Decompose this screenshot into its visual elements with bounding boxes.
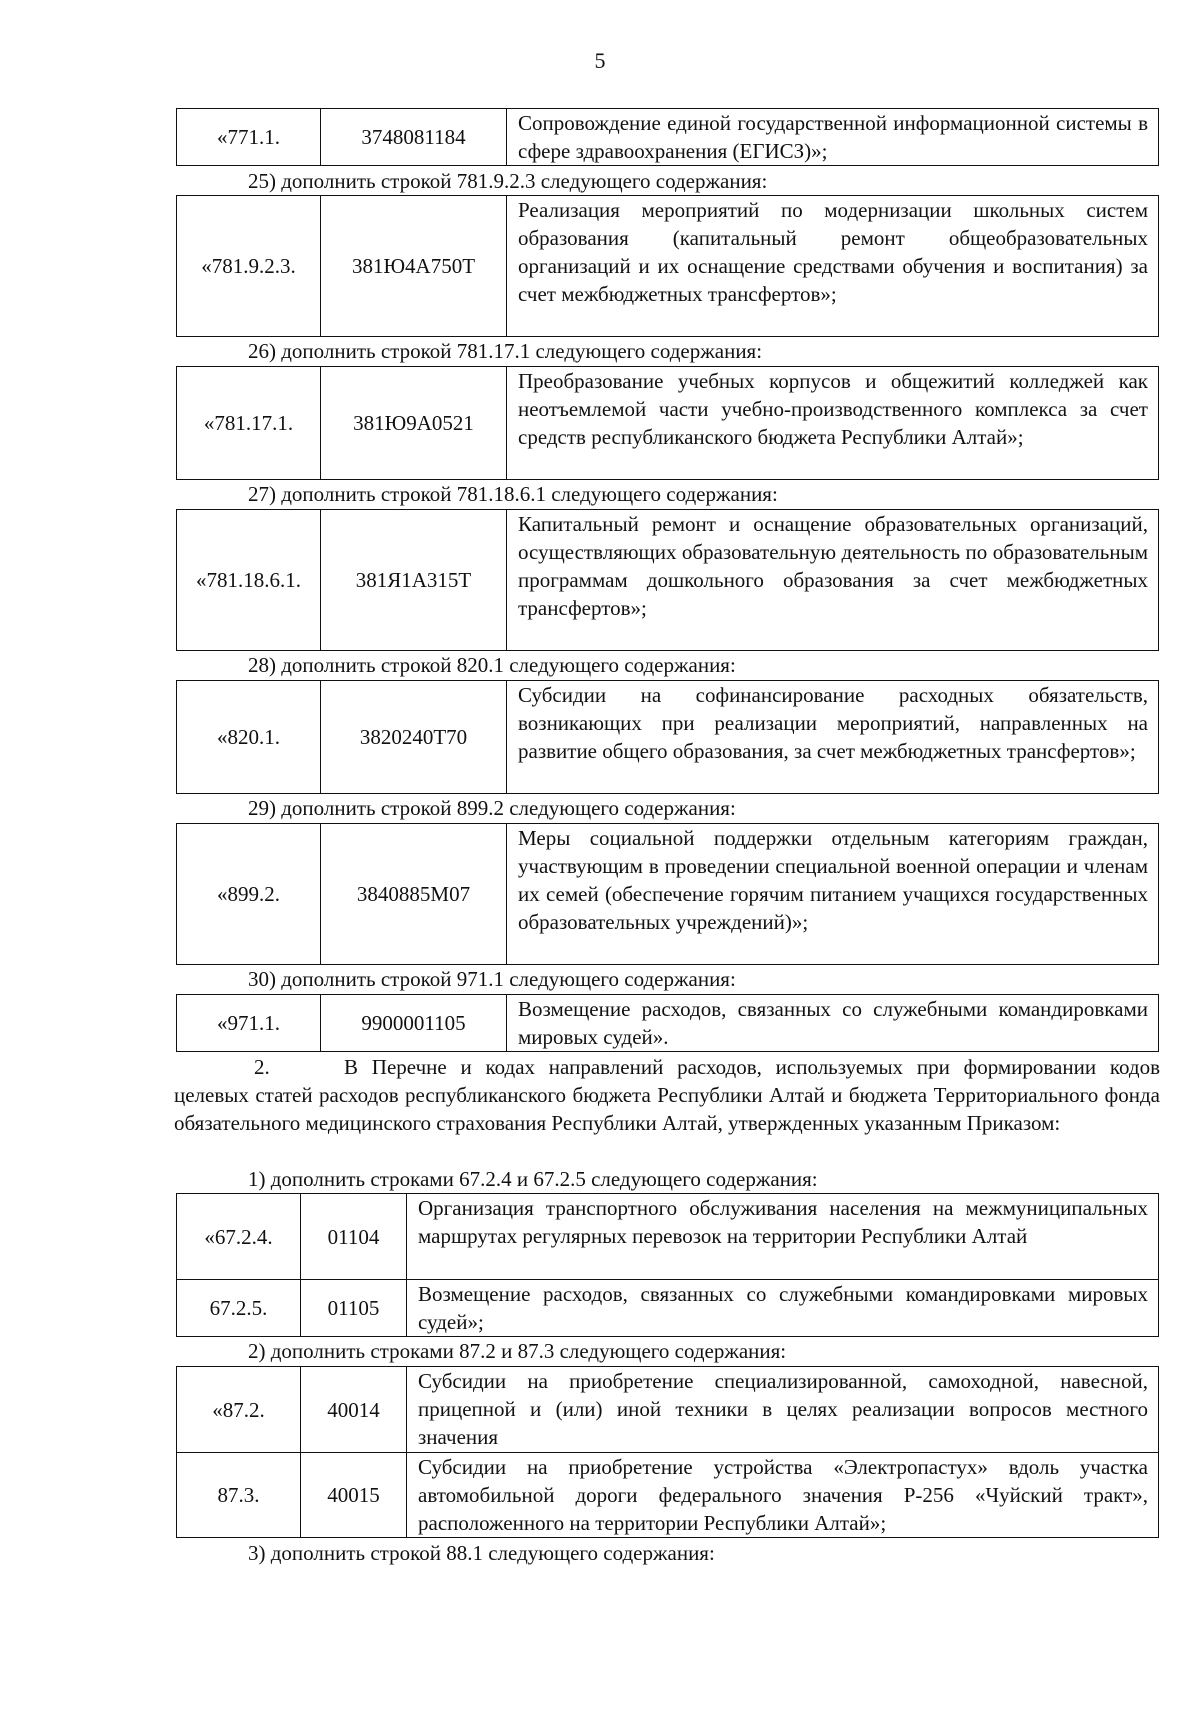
table-row	[176, 1452, 1159, 1538]
row-description: Субсидии на приобретение специализированной, самоходной, навесной, прицепной и (или) иной техники в целях реализации вопросов местного значения	[418, 1369, 1148, 1449]
instruction-line: 27) дополнить строкой 781.18.6.1 следующего содержания:	[248, 482, 778, 506]
row-csr-code: 381Ю4А750Т	[321, 196, 507, 336]
row-code: 67.2.5.	[177, 1280, 301, 1336]
row-code: «899.2.	[177, 824, 321, 964]
row-description: Сопровождение единой государственной информационной системы в сфере здравоохранения (ЕГИСЗ)»;	[518, 111, 1148, 163]
instruction-line: 2) дополнить строками 87.2 и 87.3 следующего содержания:	[248, 1339, 787, 1363]
row-description: Возмещение расходов, связанных со служебными командировками мировых судей».	[518, 997, 1148, 1049]
row-code: «781.17.1.	[177, 367, 321, 479]
table-row	[176, 680, 1159, 794]
row-code: «820.1.	[177, 681, 321, 793]
row-description: Меры социальной поддержки отдельным категориям граждан, участвующим в проведении специальной военной операции и членам их семей (обеспечение горячим питанием учащихся государственных образовательных учреждений)»;	[518, 826, 1148, 934]
row-code: «87.2.	[177, 1367, 301, 1452]
row-description: Организация транспортного обслуживания населения на межмуниципальных маршрутах регулярных перевозок на территории Республики Алтай	[418, 1196, 1148, 1248]
row-description: Субсидии на приобретение устройства «Электропастух» вдоль участка автомобильной дороги федерального значения Р-256 «Чуйский тракт», расположенного на территории Республики Алтай»;	[418, 1455, 1148, 1535]
row-csr-code: 3820240Т70	[321, 681, 507, 793]
row-csr-code: 381Я1А315Т	[321, 510, 507, 650]
row-direction-code: 40014	[301, 1367, 407, 1452]
row-code: «771.1.	[177, 109, 321, 165]
table-row	[176, 823, 1159, 965]
row-csr-code: 3748081184	[321, 109, 507, 165]
table-row	[176, 1279, 1159, 1337]
page-number: 5	[594, 48, 606, 73]
row-description: Субсидии на софинансирование расходных обязательств, возникающих при реализации мероприятий, направленных на развитие общего образования, за счет межбюджетных трансфертов»;	[518, 683, 1148, 763]
table-row	[176, 509, 1159, 651]
row-description: Реализация мероприятий по модернизации школьных систем образования (капитальный ремонт общеобразовательных организаций и их оснащение средствами обучения и воспитания) за счет межбюджетных трансфертов»;	[518, 198, 1148, 306]
instruction-line: 26) дополнить строкой 781.17.1 следующего содержания:	[248, 339, 763, 363]
row-direction-code: 01105	[301, 1280, 407, 1336]
instruction-line: 30) дополнить строкой 971.1 следующего содержания:	[248, 967, 736, 991]
table-row	[176, 1366, 1159, 1452]
instruction-line: 3) дополнить строкой 88.1 следующего содержания:	[248, 1541, 715, 1565]
row-description: Возмещение расходов, связанных со служебными командировками мировых судей»;	[418, 1282, 1148, 1334]
row-csr-code: 381Ю9А0521	[321, 367, 507, 479]
row-description: Преобразование учебных корпусов и общежитий колледжей как неотъемлемой части учебно-производственного комплекса за счет средств республиканского бюджета Республики Алтай»;	[518, 369, 1148, 449]
table-row	[176, 1193, 1159, 1279]
row-code: «67.2.4.	[177, 1194, 301, 1279]
row-code: 87.3.	[177, 1453, 301, 1537]
row-code: «971.1.	[177, 995, 321, 1051]
section-2-paragraph	[174, 1053, 1160, 1137]
row-direction-code: 01104	[301, 1194, 407, 1279]
table-row	[176, 195, 1159, 337]
instruction-line: 28) дополнить строкой 820.1 следующего содержания:	[248, 653, 736, 677]
row-csr-code: 3840885М07	[321, 824, 507, 964]
row-direction-code: 40015	[301, 1453, 407, 1537]
instruction-line: 29) дополнить строкой 899.2 следующего содержания:	[248, 796, 736, 820]
table-row	[176, 108, 1159, 166]
instruction-line: 1) дополнить строками 67.2.4 и 67.2.5 следующего содержания:	[248, 1167, 818, 1191]
section-2-text: В Перечне и кодах направлений расходов, используемых при формировании кодов целевых статей расходов республиканского бюджета Республики Алтай и бюджета Территориального фонда обязательного медицинского страхования Республики Алтай, утвержденных указанным Приказом:	[174, 1055, 1160, 1135]
row-csr-code: 9900001105	[321, 995, 507, 1051]
table-row	[176, 366, 1159, 480]
table-row	[176, 994, 1159, 1052]
row-code: «781.18.6.1.	[177, 510, 321, 650]
instruction-line: 25) дополнить строкой 781.9.2.3 следующего содержания:	[248, 169, 768, 193]
section-2-number: 2.	[254, 1055, 270, 1079]
row-description: Капитальный ремонт и оснащение образовательных организаций, осуществляющих образовательную деятельность по образовательным программам дошкольного образования за счет межбюджетных трансфертов»;	[518, 512, 1148, 620]
row-code: «781.9.2.3.	[177, 196, 321, 336]
